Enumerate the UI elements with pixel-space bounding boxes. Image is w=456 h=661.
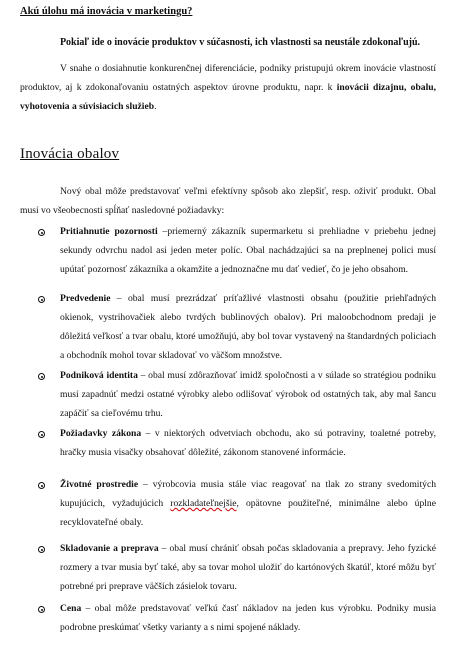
question-heading: Akú úlohu má inovácia v marketingu? — [20, 6, 193, 17]
list-item-term: Životné prostredie — [60, 479, 139, 490]
bullet-icon — [38, 482, 45, 489]
bullet-icon — [38, 546, 45, 553]
lead-sentence: Pokiaľ ide o inovácie produktov v súčasnosti, ich vlastnosti sa neustále zdokonaľujú. — [59, 37, 421, 48]
section-intro-paragraph — [20, 182, 436, 220]
intro-bold-text: inovácii dizajnu, obalu, vyhotovenia a súvisiacich služieb — [20, 82, 436, 112]
list-item — [60, 289, 436, 365]
list-item-term: Cena — [60, 603, 82, 614]
list-item — [60, 539, 436, 596]
bullet-icon — [38, 296, 45, 303]
list-item-text-end: , opätovne použiteľné, minimálne alebo úplne recyklovateľné obaly. — [60, 498, 436, 528]
list-item-text: –priemerný zákazník supermarketu si prehliadne v priebehu jednej sekundy odvrchu nadol asi jeden meter políc. Obal nachádzajúci sa na preplnenej polici musí upútať pozornosť zákazníka a okamžite a jednoznačne mu dať vedieť, čo je jeho obsahom. — [60, 226, 436, 275]
list-item — [60, 222, 436, 279]
list-item-text: – obal môže predstavovať veľkú časť nákladov na jeden kus výrobku. Podniky musia podrobne preskúmať všetky varianty a s nimi spojené náklady. — [60, 603, 436, 633]
list-item-term: Predvedenie — [60, 293, 111, 304]
list-item-text: – v niektorých odvetviach obchodu, ako sú potraviny, toaletné potreby, hračky musia visačky obsahovať dôležité, zákonom stanovené informácie. — [60, 428, 436, 458]
list-item-text: – výrobcovia musia stále viac reagovať na tlak zo strany svedomitých kupujúcich, vyžadujúcich — [60, 479, 436, 509]
list-item — [60, 475, 436, 532]
misspelled-word[interactable]: rozkladateľnejšie — [170, 498, 237, 509]
list-item — [60, 424, 436, 462]
bullet-icon — [38, 431, 45, 438]
bullet-icon — [38, 229, 45, 236]
list-item-text: – obal musí prezrádzať príťažlivé vlastnosti obsahu (použitie priehľadných okienok, vystrihovačiek alebo tvrdých bublinových obalov). Pri maloobchodnom predaji je dôležitá veľkosť a tvar obalu, ktoré umožňujú, aby bol tovar vystavený na štandardných policiach a obchodník mohol tovar skladovať vo väčšom množstve. — [60, 293, 436, 361]
list-item-text: – obal musí chrániť obsah počas skladovania a prepravy. Jeho fyzické rozmery a tvar musia byť také, aby sa tovar mohol uložiť do kartónových škatúľ, ktoré môžu byť potrebné pri preprave väčších zásielok tovaru. — [60, 543, 436, 592]
section-heading: Inovácia obalov — [20, 146, 120, 162]
list-item-term: Pritiahnutie pozornosti — [60, 226, 158, 237]
list-item-text: – obal musí zdôrazňovať imidž spoločnosti a v súlade so stratégiou podniku musí zapadnúť medzi ostatné výrobky alebo odlišovať výrobok od ostatných tak, aby mal šancu zapáčiť sa cieľovému trhu. — [60, 370, 436, 419]
intro-end: . — [154, 101, 157, 112]
intro-paragraph — [20, 59, 436, 116]
list-item-term: Skladovanie a preprava — [60, 543, 159, 554]
bullet-icon — [38, 373, 45, 380]
section-intro-text: Nový obal môže predstavovať veľmi efektívny spôsob ako zlepšiť, resp. oživiť produkt. Obal musí vo všeobecnosti spĺňať nasledovné požiadavky: — [20, 186, 436, 216]
list-item-term: Podniková identita — [60, 370, 138, 381]
list-item-term: Požiadavky zákona — [60, 428, 142, 439]
bullet-icon — [38, 606, 45, 613]
intro-text: V snahe o dosiahnutie konkurenčnej diferenciácie, podniky pristupujú okrem inovácie vlastností produktov, aj k zdokonaľovaniu ostatných aspektov úrovne produktu, napr. k — [20, 63, 436, 93]
list-item — [60, 366, 436, 423]
list-item — [60, 599, 436, 637]
